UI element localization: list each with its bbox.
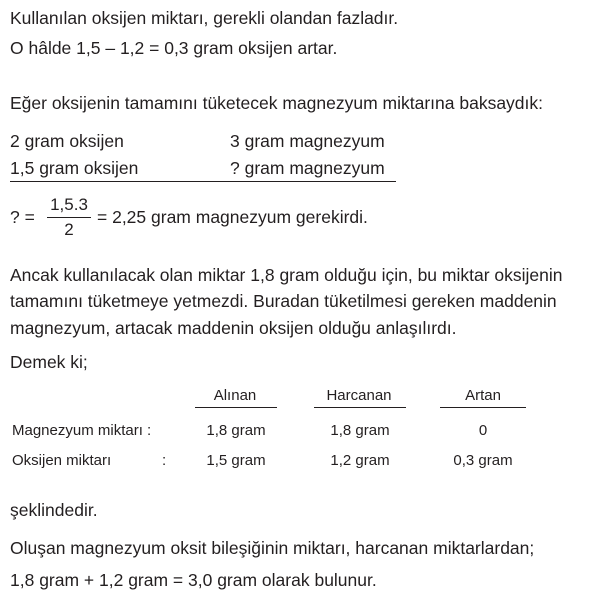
header-underline — [314, 407, 406, 408]
table-cell: 1,2 gram — [330, 452, 390, 469]
text-line: Ancak kullanılacak olan miktar 1,8 gram olduğu için, bu miktar oksijenin — [10, 265, 563, 285]
equation-lhs: ? = — [10, 207, 35, 227]
table-row-colon: : — [162, 452, 167, 469]
table-header-artan: Artan — [465, 387, 501, 404]
proportion-row2-right: ? gram magnezyum — [230, 158, 385, 178]
fraction-numerator: 1,5.3 — [50, 195, 88, 214]
table-cell: 1,8 gram — [330, 422, 390, 439]
table-row-label: Oksijen miktarı — [12, 452, 112, 469]
table-cell: 1,8 gram — [206, 422, 266, 439]
text-line: şeklindedir. — [10, 500, 98, 520]
text-line: Eğer oksijenin tamamını tüketecek magnezyum miktarına baksaydık: — [10, 93, 544, 113]
text-line: O hâlde 1,5 – 1,2 = 0,3 gram oksijen artar. — [10, 38, 338, 58]
fraction-bar — [47, 217, 91, 218]
table-header-harcanan: Harcanan — [326, 387, 392, 404]
fraction-denominator: 2 — [64, 220, 74, 239]
text-line: Demek ki; — [10, 352, 88, 372]
proportion-row1-left: 2 gram oksijen — [10, 131, 124, 151]
text-line: Kullanılan oksijen miktarı, gerekli olandan fazladır. — [10, 8, 399, 28]
table-cell: 0,3 gram — [453, 452, 513, 469]
text-line: 1,8 gram + 1,2 gram = 3,0 gram olarak bulunur. — [10, 570, 377, 590]
table-cell: 1,5 gram — [206, 452, 266, 469]
text-line: Oluşan magnezyum oksit bileşiğinin miktarı, harcanan miktarlardan; — [10, 538, 535, 558]
text-line: tamamını tüketmeye yetmezdi. Buradan tüketilmesi gereken maddenin — [10, 291, 557, 311]
table-cell: 0 — [478, 422, 488, 439]
table-header-alinan: Alınan — [213, 387, 257, 404]
header-underline — [195, 407, 277, 408]
equation-rhs: = 2,25 gram magnezyum gerekirdi. — [97, 207, 368, 227]
proportion-row1-right: 3 gram magnezyum — [230, 131, 385, 151]
table-row-label: Magnezyum miktarı : — [12, 422, 152, 439]
proportion-divider — [10, 181, 396, 182]
text-line: magnezyum, artacak maddenin oksijen olduğu anlaşılırdı. — [10, 318, 457, 338]
header-underline — [440, 407, 526, 408]
proportion-row2-left: 1,5 gram oksijen — [10, 158, 139, 178]
